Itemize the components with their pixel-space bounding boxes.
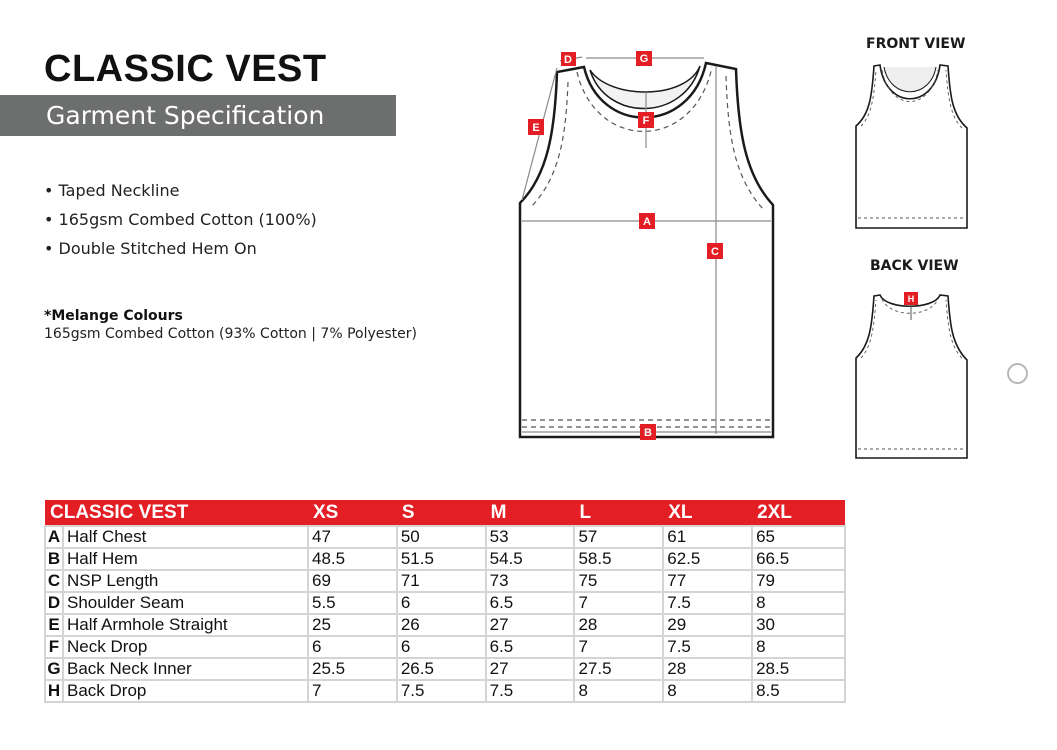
table-title: CLASSIC VEST bbox=[45, 500, 308, 526]
measurement-value: 6 bbox=[397, 636, 486, 658]
table-row bbox=[45, 636, 845, 658]
size-header: 2XL bbox=[752, 500, 845, 526]
size-header: S bbox=[397, 500, 486, 526]
measurement-value: 26.5 bbox=[397, 658, 486, 680]
table-row bbox=[45, 680, 845, 702]
measurement-value: 6 bbox=[308, 636, 397, 658]
measurement-value: 30 bbox=[752, 614, 845, 636]
measurement-name: Back Neck Inner bbox=[63, 658, 308, 680]
label-h bbox=[904, 292, 918, 305]
measurement-value: 7.5 bbox=[663, 636, 752, 658]
table-row bbox=[45, 526, 845, 548]
measurement-value: 7.5 bbox=[663, 592, 752, 614]
svg-text:C: C bbox=[711, 246, 719, 258]
page-subtitle: Garment Specification bbox=[46, 101, 325, 130]
size-header: L bbox=[574, 500, 663, 526]
measurement-value: 5.5 bbox=[308, 592, 397, 614]
measurement-value: 77 bbox=[663, 570, 752, 592]
measurement-value: 29 bbox=[663, 614, 752, 636]
measurement-value: 26 bbox=[397, 614, 486, 636]
svg-text:G: G bbox=[639, 53, 649, 65]
measurement-value: 65 bbox=[752, 526, 845, 548]
page-title: CLASSIC VEST bbox=[44, 48, 327, 90]
size-chart-table bbox=[44, 500, 846, 703]
svg-text:E: E bbox=[532, 122, 540, 134]
measurement-value: 50 bbox=[397, 526, 486, 548]
size-header: M bbox=[486, 500, 575, 526]
measurement-name: Half Armhole Straight bbox=[63, 614, 308, 636]
table-row bbox=[45, 548, 845, 570]
measurement-value: 27 bbox=[486, 658, 575, 680]
feature-item: • 165gsm Combed Cotton (100%) bbox=[44, 210, 317, 229]
svg-text:B: B bbox=[644, 427, 652, 439]
measurement-name: Back Drop bbox=[63, 680, 308, 702]
measurement-code: D bbox=[45, 592, 63, 614]
svg-text:A: A bbox=[643, 216, 651, 228]
table-body bbox=[45, 526, 845, 702]
measurement-code: F bbox=[45, 636, 63, 658]
measurement-value: 48.5 bbox=[308, 548, 397, 570]
melange-text: 165gsm Combed Cotton (93% Cotton | 7% Polyester) bbox=[44, 326, 417, 342]
measurement-value: 7 bbox=[308, 680, 397, 702]
measurement-value: 75 bbox=[574, 570, 663, 592]
measurement-value: 71 bbox=[397, 570, 486, 592]
radio-button[interactable] bbox=[1007, 363, 1028, 384]
measurement-value: 69 bbox=[308, 570, 397, 592]
measurement-code: B bbox=[45, 548, 63, 570]
measurement-value: 8 bbox=[752, 636, 845, 658]
measurement-value: 61 bbox=[663, 526, 752, 548]
size-header: XS bbox=[308, 500, 397, 526]
measurement-value: 8 bbox=[663, 680, 752, 702]
measurement-name: Shoulder Seam bbox=[63, 592, 308, 614]
measurement-value: 28.5 bbox=[752, 658, 845, 680]
measurement-value: 54.5 bbox=[486, 548, 575, 570]
table-row bbox=[45, 592, 845, 614]
measurement-value: 7.5 bbox=[486, 680, 575, 702]
size-header: XL bbox=[663, 500, 752, 526]
feature-item: • Taped Neckline bbox=[44, 181, 180, 200]
measurement-value: 8 bbox=[574, 680, 663, 702]
measurement-value: 47 bbox=[308, 526, 397, 548]
measurement-value: 6.5 bbox=[486, 636, 575, 658]
measurement-code: A bbox=[45, 526, 63, 548]
measurement-value: 57 bbox=[574, 526, 663, 548]
measurement-value: 25 bbox=[308, 614, 397, 636]
measurement-code: C bbox=[45, 570, 63, 592]
table-row bbox=[45, 614, 845, 636]
measurement-value: 62.5 bbox=[663, 548, 752, 570]
measurement-value: 6.5 bbox=[486, 592, 575, 614]
measurement-value: 28 bbox=[663, 658, 752, 680]
measurement-code: H bbox=[45, 680, 63, 702]
measurement-code: G bbox=[45, 658, 63, 680]
measurement-name: NSP Length bbox=[63, 570, 308, 592]
melange-title: *Melange Colours bbox=[44, 308, 183, 324]
measurement-value: 8 bbox=[752, 592, 845, 614]
front-view-label: FRONT VIEW bbox=[866, 36, 966, 52]
measurement-value: 58.5 bbox=[574, 548, 663, 570]
measurement-value: 25.5 bbox=[308, 658, 397, 680]
measurement-value: 6 bbox=[397, 592, 486, 614]
measurement-name: Half Chest bbox=[63, 526, 308, 548]
measurement-value: 7.5 bbox=[397, 680, 486, 702]
back-view-label: BACK VIEW bbox=[870, 258, 959, 274]
measurement-value: 8.5 bbox=[752, 680, 845, 702]
svg-text:F: F bbox=[642, 115, 650, 127]
measurement-name: Half Hem bbox=[63, 548, 308, 570]
measurement-value: 7 bbox=[574, 592, 663, 614]
measurement-value: 79 bbox=[752, 570, 845, 592]
measurement-value: 51.5 bbox=[397, 548, 486, 570]
feature-item: • Double Stitched Hem On bbox=[44, 239, 257, 258]
measurement-code: E bbox=[45, 614, 63, 636]
measurement-value: 27 bbox=[486, 614, 575, 636]
measurement-value: 53 bbox=[486, 526, 575, 548]
measurement-name: Neck Drop bbox=[63, 636, 308, 658]
table-row bbox=[45, 570, 845, 592]
measurement-value: 27.5 bbox=[574, 658, 663, 680]
table-header-row bbox=[45, 500, 845, 526]
measurement-value: 73 bbox=[486, 570, 575, 592]
table-row bbox=[45, 658, 845, 680]
svg-text:D: D bbox=[564, 54, 572, 66]
svg-text:H: H bbox=[907, 294, 915, 304]
measurement-value: 66.5 bbox=[752, 548, 845, 570]
measurement-value: 28 bbox=[574, 614, 663, 636]
measurement-value: 7 bbox=[574, 636, 663, 658]
